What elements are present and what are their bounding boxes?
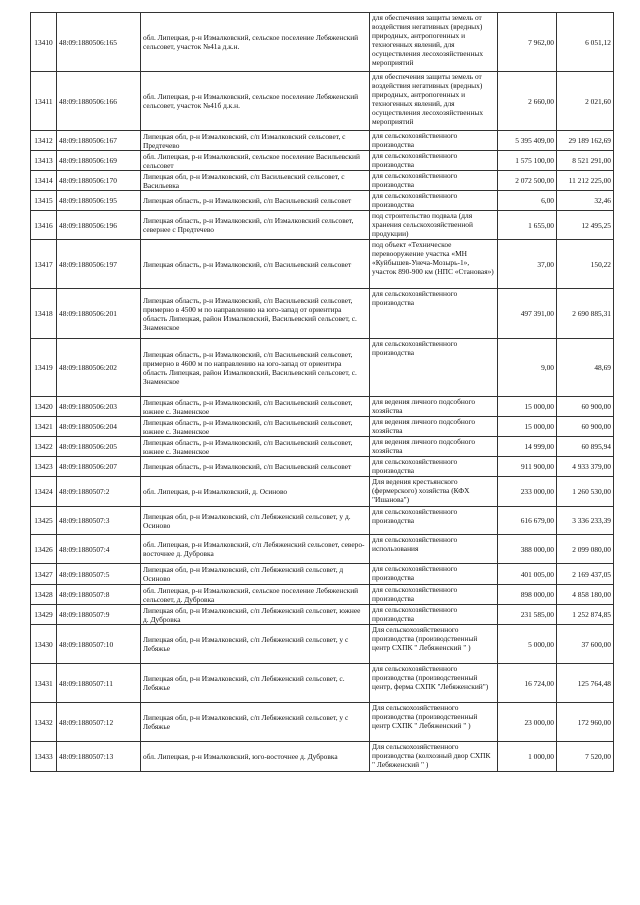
permitted-use: для сельскохозяйственного производства xyxy=(370,507,498,535)
row-number: 13431 xyxy=(31,664,57,703)
cadastral-value: 11 212 225,00 xyxy=(557,171,614,191)
cadastral-value: 2 021,60 xyxy=(557,72,614,131)
address: Липецкая область, р-н Измалковский, с/п Васильевский сельсовет xyxy=(141,191,370,211)
table-row xyxy=(31,131,614,151)
area: 231 585,00 xyxy=(498,605,557,625)
address: Липецкая обл, р-н Измалковский, с/п Лебяженский сельсовет, у д. Осиново xyxy=(141,507,370,535)
cadastral-value: 32,46 xyxy=(557,191,614,211)
address: Липецкая обл, р-н Измалковский, с/п Лебяженский сельсовет, с. Лебяжье xyxy=(141,664,370,703)
cadastral-number: 48:09:1880506:204 xyxy=(57,417,141,437)
cadastral-value: 2 690 885,31 xyxy=(557,289,614,339)
permitted-use: для ведения личного подсобного хозяйства xyxy=(370,397,498,417)
row-number: 13421 xyxy=(31,417,57,437)
table-row xyxy=(31,13,614,72)
address: Липецкая область, р-н Измалковский, с/п Измалковский сельсовет, севернее с Предтечево xyxy=(141,211,370,240)
row-number: 13412 xyxy=(31,131,57,151)
area: 1 655,00 xyxy=(498,211,557,240)
cadastral-number: 48:09:1880507:11 xyxy=(57,664,141,703)
land-register-table xyxy=(30,12,614,772)
area: 15 000,00 xyxy=(498,417,557,437)
address: обл. Липецкая, р-н Измалковский, д. Осиново xyxy=(141,477,370,507)
register-rows xyxy=(31,13,614,772)
table-row xyxy=(31,507,614,535)
area: 1 000,00 xyxy=(498,742,557,772)
address: обл. Липецкая, р-н Измалковский, сельское поселение Васильевский сельсовет xyxy=(141,151,370,171)
table-row xyxy=(31,625,614,664)
row-number: 13423 xyxy=(31,457,57,477)
cadastral-number: 48:09:1880507:8 xyxy=(57,585,141,605)
row-number: 13426 xyxy=(31,535,57,564)
cadastral-number: 48:09:1880507:12 xyxy=(57,703,141,742)
row-number: 13429 xyxy=(31,605,57,625)
row-number: 13422 xyxy=(31,437,57,457)
area: 1 575 100,00 xyxy=(498,151,557,171)
cadastral-value: 1 260 530,00 xyxy=(557,477,614,507)
cadastral-number: 48:09:1880506:170 xyxy=(57,171,141,191)
permitted-use: для сельскохозяйственного производства xyxy=(370,191,498,211)
address: Липецкая область, р-н Измалковский, с/п Васильевский сельсовет, примерно в 4600 м по направлению на юго-запад от ориентира область Липецкая, район Измалковский, Васильевский сельсовет, с. Знаменское xyxy=(141,339,370,397)
permitted-use: для сельскохозяйственного производства xyxy=(370,339,498,397)
address: Липецкая обл, р-н Измалковский, с/п Лебяженский сельсовет, у с Лебяжье xyxy=(141,703,370,742)
cadastral-number: 48:09:1880507:9 xyxy=(57,605,141,625)
cadastral-value: 1 252 874,85 xyxy=(557,605,614,625)
area: 37,00 xyxy=(498,240,557,289)
row-number: 13418 xyxy=(31,289,57,339)
permitted-use: под объект «Техническое перевооружение участка «МН «Куйбышев-Унеча-Мозырь-1», участок 890-900 км (НПС «Становая») xyxy=(370,240,498,289)
table-row xyxy=(31,211,614,240)
cadastral-value: 7 520,00 xyxy=(557,742,614,772)
permitted-use: для сельскохозяйственного использования xyxy=(370,535,498,564)
table-row xyxy=(31,605,614,625)
permitted-use: Для сельскохозяйственного производства (колхозный двор СХПК " Лебяженский " ) xyxy=(370,742,498,772)
cadastral-number: 48:09:1880507:4 xyxy=(57,535,141,564)
table-row xyxy=(31,535,614,564)
row-number: 13410 xyxy=(31,13,57,72)
permitted-use: для сельскохозяйственного производства xyxy=(370,151,498,171)
permitted-use: для сельскохозяйственного производства xyxy=(370,564,498,585)
address: обл. Липецкая, р-н Измалковский, сельское поселение Лебяженский сельсовет, д. Дубровка xyxy=(141,585,370,605)
cadastral-value: 172 960,00 xyxy=(557,703,614,742)
address: обл. Липецкая, р-н Измалковский, с/п Лебяженский сельсовет, северо-восточнее д. Дубровка xyxy=(141,535,370,564)
cadastral-number: 48:09:1880507:13 xyxy=(57,742,141,772)
cadastral-number: 48:09:1880506:165 xyxy=(57,13,141,72)
cadastral-value: 60 900,00 xyxy=(557,397,614,417)
table-row xyxy=(31,240,614,289)
cadastral-number: 48:09:1880506:205 xyxy=(57,437,141,457)
table-row xyxy=(31,742,614,772)
cadastral-number: 48:09:1880507:10 xyxy=(57,625,141,664)
cadastral-number: 48:09:1880507:5 xyxy=(57,564,141,585)
permitted-use: для ведения личного подсобного хозяйства xyxy=(370,417,498,437)
address: Липецкая обл, р-н Измалковский, с/п Васильевский сельсовет, с Васильевка xyxy=(141,171,370,191)
permitted-use: для сельскохозяйственного производства xyxy=(370,457,498,477)
row-number: 13430 xyxy=(31,625,57,664)
row-number: 13414 xyxy=(31,171,57,191)
cadastral-value: 150,22 xyxy=(557,240,614,289)
row-number: 13416 xyxy=(31,211,57,240)
area: 14 999,00 xyxy=(498,437,557,457)
permitted-use: Для ведения крестьянского (фермерского) хозяйства (КФХ "Ишанова") xyxy=(370,477,498,507)
permitted-use: для сельскохозяйственного производства xyxy=(370,289,498,339)
table-row xyxy=(31,664,614,703)
cadastral-number: 48:09:1880506:202 xyxy=(57,339,141,397)
table-row xyxy=(31,72,614,131)
permitted-use: для сельскохозяйственного производства xyxy=(370,585,498,605)
cadastral-value: 60 895,94 xyxy=(557,437,614,457)
address: Липецкая область, р-н Измалковский, с/п Васильевский сельсовет, примерно в 4500 м по направлению на юго-запад от ориентира область Липецкая, район Измалковский, Васильевский сельсовет, с. Знаменское xyxy=(141,289,370,339)
cadastral-number: 48:09:1880506:167 xyxy=(57,131,141,151)
table-row xyxy=(31,289,614,339)
area: 7 962,00 xyxy=(498,13,557,72)
row-number: 13428 xyxy=(31,585,57,605)
table-row xyxy=(31,457,614,477)
address: обл. Липецкая, р-н Измалковский, сельское поселение Лебяженский сельсовет, участок №41б д.к.н. xyxy=(141,72,370,131)
area: 233 000,00 xyxy=(498,477,557,507)
cadastral-number: 48:09:1880507:3 xyxy=(57,507,141,535)
cadastral-number: 48:09:1880506:169 xyxy=(57,151,141,171)
permitted-use: для сельскохозяйственного производства xyxy=(370,605,498,625)
table-row xyxy=(31,151,614,171)
cadastral-value: 37 600,00 xyxy=(557,625,614,664)
cadastral-value: 8 521 291,00 xyxy=(557,151,614,171)
row-number: 13425 xyxy=(31,507,57,535)
cadastral-value: 2 169 437,05 xyxy=(557,564,614,585)
table-row xyxy=(31,191,614,211)
cadastral-value: 6 051,12 xyxy=(557,13,614,72)
address: Липецкая область, р-н Измалковский, с/п Васильевский сельсовет xyxy=(141,457,370,477)
area: 388 000,00 xyxy=(498,535,557,564)
row-number: 13420 xyxy=(31,397,57,417)
table-row xyxy=(31,171,614,191)
permitted-use: под строительство подвала (для хранения сельскохозяйственной продукции) xyxy=(370,211,498,240)
cadastral-number: 48:09:1880506:203 xyxy=(57,397,141,417)
cadastral-value: 29 189 162,69 xyxy=(557,131,614,151)
cadastral-number: 48:09:1880506:197 xyxy=(57,240,141,289)
area: 5 395 409,00 xyxy=(498,131,557,151)
table-row xyxy=(31,339,614,397)
row-number: 13433 xyxy=(31,742,57,772)
cadastral-value: 12 495,25 xyxy=(557,211,614,240)
area: 9,00 xyxy=(498,339,557,397)
table-row xyxy=(31,477,614,507)
area: 16 724,00 xyxy=(498,664,557,703)
permitted-use: для сельскохозяйственного производства (производственный центр, ферма СХПК "Лебяженский") xyxy=(370,664,498,703)
area: 401 005,00 xyxy=(498,564,557,585)
row-number: 13432 xyxy=(31,703,57,742)
table-row xyxy=(31,437,614,457)
address: Липецкая обл, р-н Измалковский, с/п Лебяженский сельсовет, южнее д. Дубровка xyxy=(141,605,370,625)
cadastral-number: 48:09:1880507:2 xyxy=(57,477,141,507)
area: 6,00 xyxy=(498,191,557,211)
area: 5 000,00 xyxy=(498,625,557,664)
cadastral-value: 2 099 080,00 xyxy=(557,535,614,564)
address: Липецкая область, р-н Измалковский, с/п Васильевский сельсовет, южнее с. Знаменское xyxy=(141,417,370,437)
cadastral-number: 48:09:1880506:207 xyxy=(57,457,141,477)
row-number: 13427 xyxy=(31,564,57,585)
address: Липецкая обл, р-н Измалковский, с/п Измалковский сельсовет, с Предтечево xyxy=(141,131,370,151)
cadastral-value: 125 764,48 xyxy=(557,664,614,703)
row-number: 13415 xyxy=(31,191,57,211)
row-number: 13411 xyxy=(31,72,57,131)
cadastral-value: 3 336 233,39 xyxy=(557,507,614,535)
permitted-use: для сельскохозяйственного производства xyxy=(370,131,498,151)
address: Липецкая область, р-н Измалковский, с/п Васильевский сельсовет xyxy=(141,240,370,289)
row-number: 13419 xyxy=(31,339,57,397)
permitted-use: Для сельскохозяйственного производства (производственный центр СХПК " Лебяженский " ) xyxy=(370,625,498,664)
area: 15 000,00 xyxy=(498,397,557,417)
cadastral-value: 4 858 180,00 xyxy=(557,585,614,605)
address: Липецкая обл, р-н Измалковский, с/п Лебяженский сельсовет, у с Лебяжье xyxy=(141,625,370,664)
area: 23 000,00 xyxy=(498,703,557,742)
cadastral-value: 60 900,00 xyxy=(557,417,614,437)
area: 898 000,00 xyxy=(498,585,557,605)
permitted-use: для обеспечения защиты земель от воздействия негативных (вредных) природных, антропогенных и техногенных явлений, для осуществления лесохозяйственных мероприятий xyxy=(370,72,498,131)
cadastral-number: 48:09:1880506:166 xyxy=(57,72,141,131)
address: обл. Липецкая, р-н Измалковский, сельское поселение Лебяженский сельсовет, участок №41а д.к.н. xyxy=(141,13,370,72)
area: 497 391,00 xyxy=(498,289,557,339)
cadastral-value: 4 933 379,00 xyxy=(557,457,614,477)
permitted-use: для ведения личного подсобного хозяйства xyxy=(370,437,498,457)
permitted-use: для обеспечения защиты земель от воздействия негативных (вредных) природных, антропогенных и техногенных явлений, для осуществления лесохозяйственных мероприятий xyxy=(370,13,498,72)
cadastral-number: 48:09:1880506:196 xyxy=(57,211,141,240)
address: Липецкая область, р-н Измалковский, с/п Васильевский сельсовет, южнее с. Знаменское xyxy=(141,397,370,417)
address: Липецкая обл, р-н Измалковский, с/п Лебяженский сельсовет, д Осиново xyxy=(141,564,370,585)
row-number: 13424 xyxy=(31,477,57,507)
table-row xyxy=(31,417,614,437)
area: 2 660,00 xyxy=(498,72,557,131)
table-row xyxy=(31,397,614,417)
permitted-use: для сельскохозяйственного производства xyxy=(370,171,498,191)
cadastral-number: 48:09:1880506:195 xyxy=(57,191,141,211)
address: Липецкая область, р-н Измалковский, с/п Васильевский сельсовет, южнее с. Знаменское xyxy=(141,437,370,457)
permitted-use: Для сельскохозяйственного производства (производственный центр СХПК " Лебяженский " ) xyxy=(370,703,498,742)
row-number: 13413 xyxy=(31,151,57,171)
cadastral-number: 48:09:1880506:201 xyxy=(57,289,141,339)
cadastral-value: 48,69 xyxy=(557,339,614,397)
table-row xyxy=(31,585,614,605)
row-number: 13417 xyxy=(31,240,57,289)
area: 616 679,00 xyxy=(498,507,557,535)
address: обл. Липецкая, р-н Измалковский, юго-восточнее д. Дубровка xyxy=(141,742,370,772)
table-row xyxy=(31,703,614,742)
table-row xyxy=(31,564,614,585)
area: 2 072 500,00 xyxy=(498,171,557,191)
area: 911 900,00 xyxy=(498,457,557,477)
